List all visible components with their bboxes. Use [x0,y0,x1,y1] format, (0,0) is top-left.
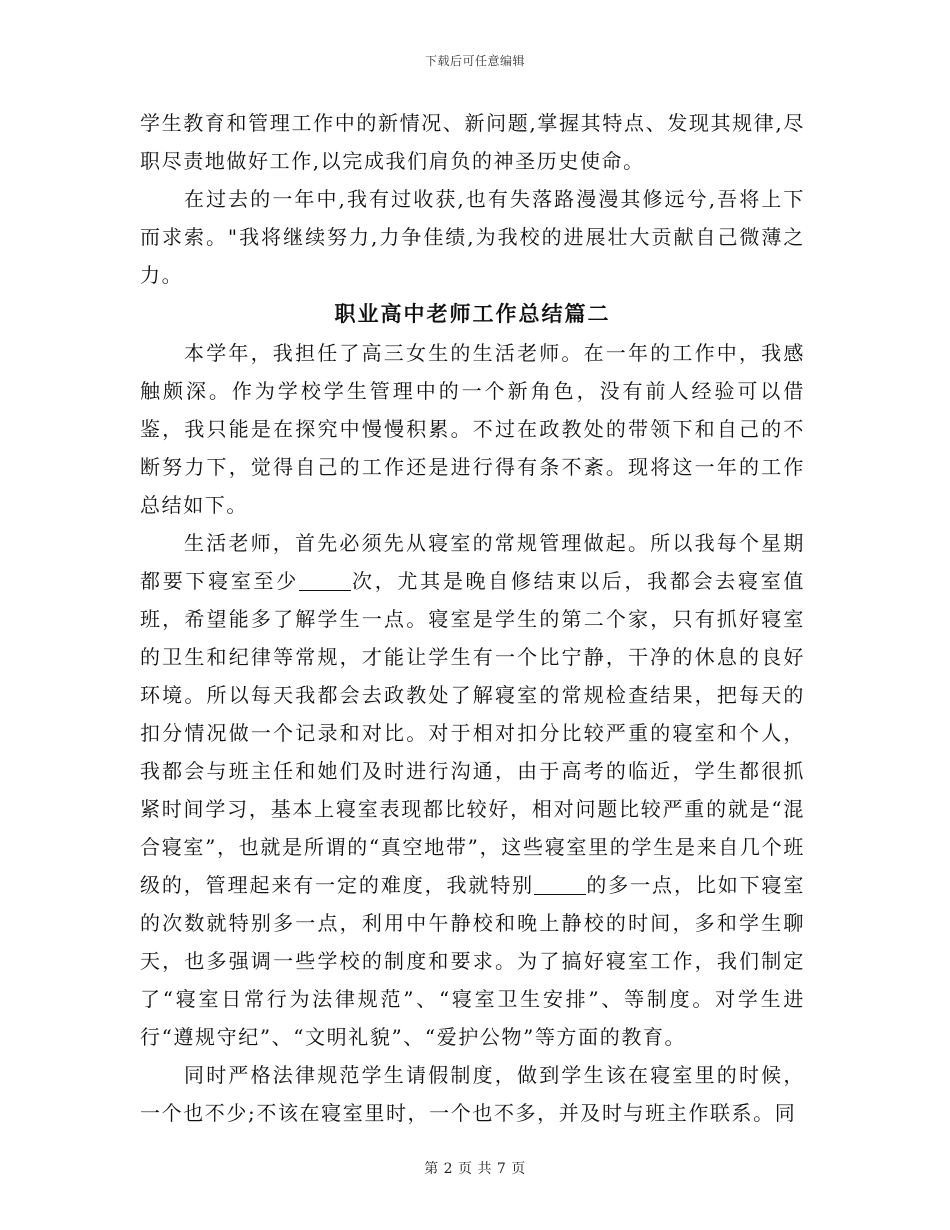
section-title: 职业高中老师工作总结篇二 [334,301,611,326]
fill-in-blank [299,570,351,591]
paragraph-reflection: 在过去的一年中,我有过收获,也有失落路漫漫其修远兮,吾将上下而求索。"我将继续努力,力争佳绩,为我校的进展壮大贡献自己微薄之力。 [140,187,805,287]
paragraph-continuation: 学生教育和管理工作中的新情况、新问题,掌握其特点、发现其规律,尽职尽责地做好工作,以完成我们肩负的神圣历史使命。 [140,111,805,173]
document-body [140,104,805,1132]
paragraph-leave-policy: 同时严格法律规范学生请假制度，做到学生该在寝室里的时候，一个也不少;不该在寝室里时，一个也不多，并及时与班主作联系。同 [140,1063,805,1125]
paragraph-intro: 本学年，我担任了高三女生的生活老师。在一年的工作中，我感触颇深。作为学校学生管理中的一个新角色，没有前人经验可以借鉴，我只能是在探究中慢慢积累。不过在政教处的带领下和自己的不断努力下，觉得自己的工作还是进行得有条不紊。现将这一年的工作总结如下。 [140,341,805,517]
fill-in-blank [534,874,586,895]
text-segment: 生活老师，首先必须先从寝室的常规管理做起。所以我每个星期都要下寝室至少 [140,531,805,593]
paragraph-dormitory-management [140,524,805,1056]
header-note: 下载后可任意编辑 [424,54,525,68]
text-segment: 次，尤其是晚自修结束以后，我都会去寝室值班，希望能多了解学生一点。寝室是学生的第二个家，只有抓好寝室的卫生和纪律等常规，才能让学生有一个比宁静，干净的休息的良好环境。所以每天我都会去政教处了解寝室的常规检查结果，把每天的扣分情况做一个记录和对比。对于相对扣分比较严重的寝室和个人，我都会与班主任和她们及时进行沟通，由于高考的临近，学生都很抓紧时间学习，基本上寝室表现都比较好，相对问题比较严重的就是“混合寝室”，也就是所谓的“真空地带”，这些寝室里的学生是来自几个班级的，管理起来有一定的难度，我就特别 [140,569,806,897]
page-number: 第 2 页 共 7 页 [424,1161,526,1177]
text-segment: 的多一点，比如下寝室的次数就特别多一点，利用中午静校和晚上静校的时间，多和学生聊天，也多强调一些学校的制度和要求。为了搞好寝室工作，我们制定了“寝室日常行为法律规范”、“寝室卫生安排”、等制度。对学生进行“遵规守纪”、“文明礼貌”、“爱护公物”等方面的教育。 [140,873,806,1049]
